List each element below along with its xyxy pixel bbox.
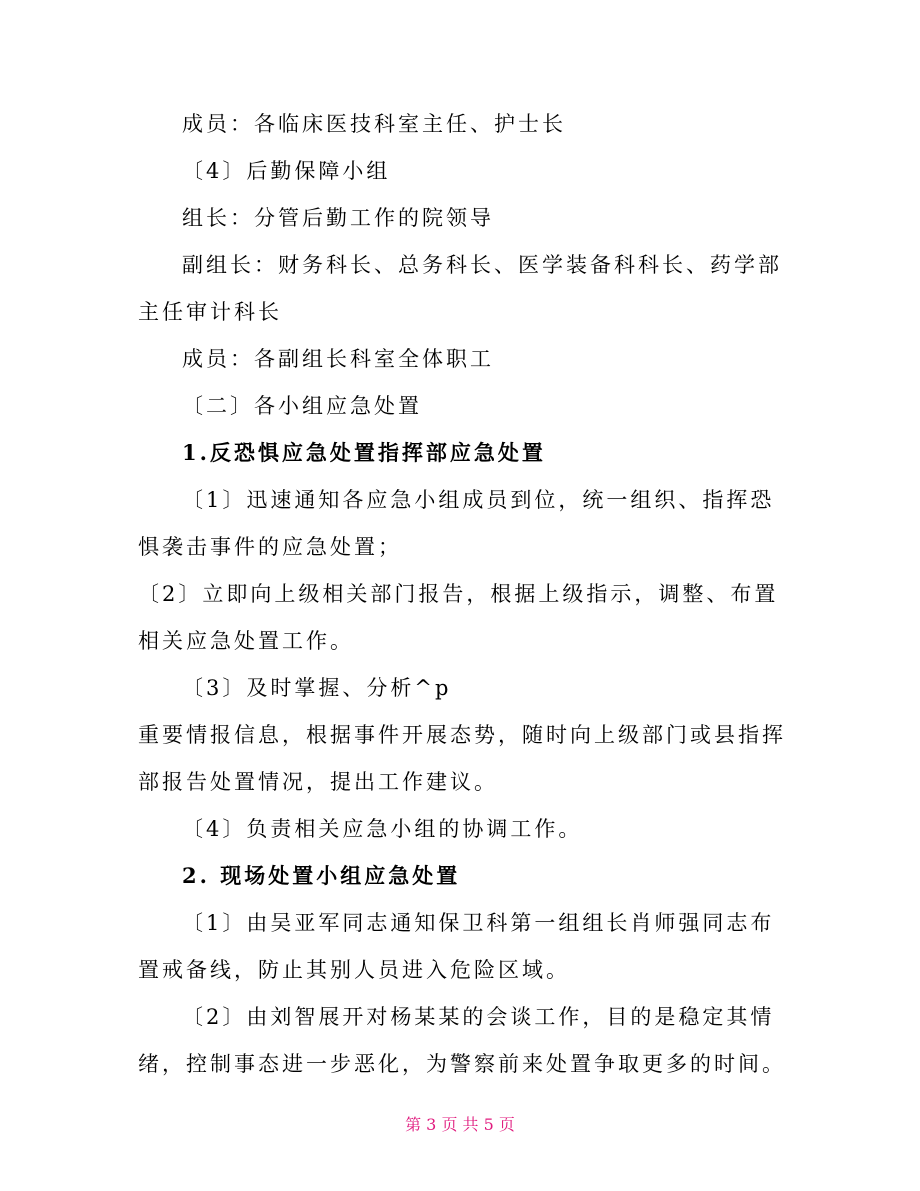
section-heading: 〔二〕各小组应急处置 [182,394,422,418]
text-line: 绪，控制事态进一步恶化，为警察前来处置争取更多的时间。 [138,1052,786,1076]
text-line: 〔1〕迅速通知各应急小组成员到位，统一组织、指挥恐 [182,488,775,512]
text-line: 成员：各临床医技科室主任、护士长 [182,112,566,136]
text-line: 〔2〕由刘智展开对杨某某的会谈工作，目的是稳定其情 [182,1005,775,1029]
text-line: 成员：各副组长科室全体职工 [182,347,494,371]
text-line: 置戒备线，防止其别人员进入危险区域。 [138,958,570,982]
text-line: 〔4〕后勤保障小组 [182,159,391,183]
text-line: 重要情报信息，根据事件开展态势，随时向上级部门或县指挥 [138,723,786,747]
text-line: 副组长：财务科长、总务科长、医学装备科科长、药学部 [182,253,782,277]
text-line: 〔1〕由吴亚军同志通知保卫科第一组组长肖师强同志布 [182,911,775,935]
text-line: 〔2〕立即向上级相关部门报告，根据上级指示，调整、布置 [138,582,779,606]
page-number-footer: 第 3 页 共 5 页 [405,1115,515,1134]
text-line: 相关应急处置工作。 [138,629,354,653]
text-line: 〔4〕负责相关应急小组的协调工作。 [182,817,583,841]
subsection-heading: 1.反恐惧应急处置指挥部应急处置 [182,440,546,465]
text-line: 部报告处置情况，提出工作建议。 [138,770,498,794]
text-line: 组长：分管后勤工作的院领导 [182,206,494,230]
subsection-heading: 2. 现场处置小组应急处置 [182,863,461,888]
text-line: 〔3〕及时掌握、分析^p [182,676,452,700]
text-line: 惧袭击事件的应急处置； [138,535,402,559]
text-line: 主任审计科长 [138,300,282,324]
